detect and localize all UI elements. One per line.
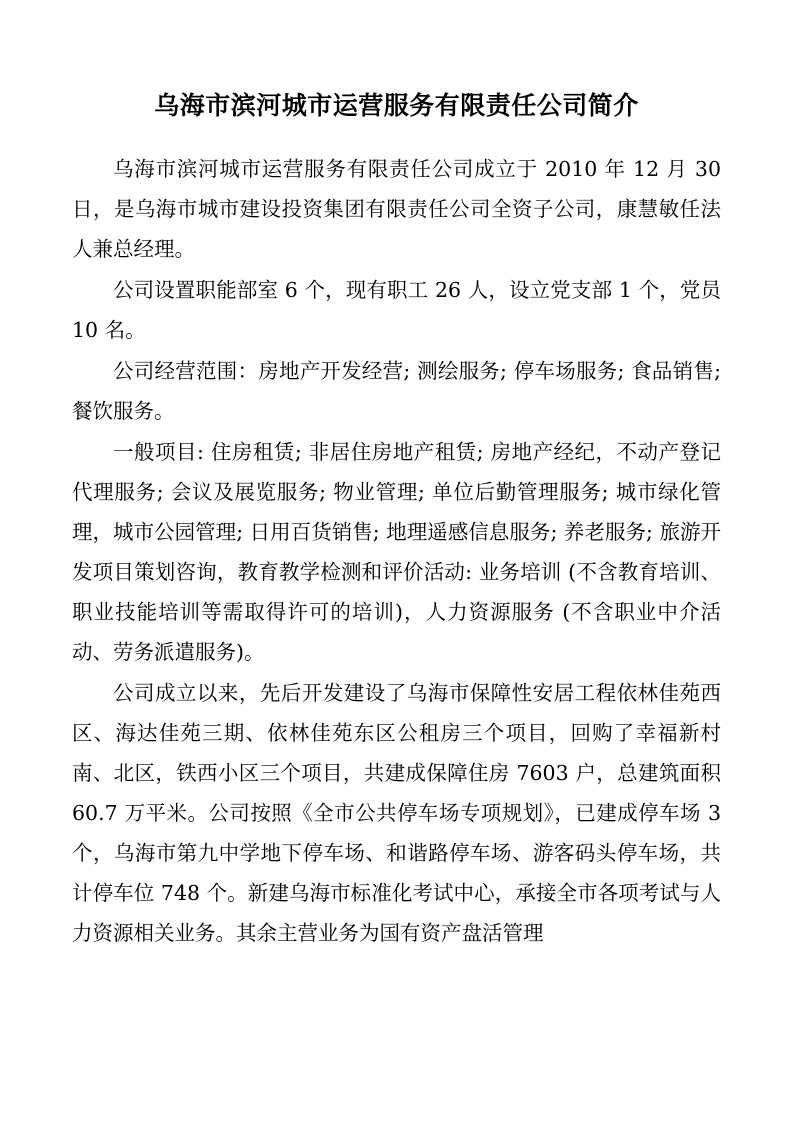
page-title: 乌海市滨河城市运营服务有限责任公司简介 bbox=[154, 91, 639, 120]
paragraph-1: 乌海市滨河城市运营服务有限责任公司成立于 2010 年 12 月 30 日，是乌海市城市建设投资集团有限责任公司全资子公司，康慧敏任法人兼总经理。 bbox=[72, 157, 721, 261]
paragraph-5: 公司成立以来，先后开发建设了乌海市保障性安居工程依林佳苑西区、海达佳苑三期、依林佳苑东区公租房三个项目，回购了幸福新村南、北区，铁西小区三个项目，共建成保障住房 7603 户，总建筑面积 60.7 万平米。公司按照《全市公共停车场专项规划》，已建成停车场 3 个，乌海市第九中学地下停车场、和谐路停车场、游客码头停车场，共计停车位 748 个。新建乌海市标准化考试中心，承接全市各项考试与人力资源相关业务。其余主营业务为国有资产盘活管理 bbox=[72, 681, 721, 945]
paragraph-3: 公司经营范围：房地产开发经营; 测绘服务; 停车场服务; 食品销售; 餐饮服务。 bbox=[72, 359, 721, 423]
paragraph-2: 公司设置职能部室 6 个，现有职工 26 人，设立党支部 1 个，党员 10 名。 bbox=[72, 278, 721, 342]
paragraph-4: 一般项目: 住房租赁; 非居住房地产租赁; 房地产经纪，不动产登记代理服务; 会议及展览服务; 物业管理; 单位后勤管理服务; 城市绿化管理，城市公园管理; 日用百货销售; 地理遥感信息服务; 养老服务; 旅游开发项目策划咨询，教育教学检测和评价活动: 业务培训 (不含教育培训、职业技能培训等需取得许可的培训)，人力资源服务 (不含职业中介活动、劳务派遣服务)。 bbox=[72, 440, 721, 664]
